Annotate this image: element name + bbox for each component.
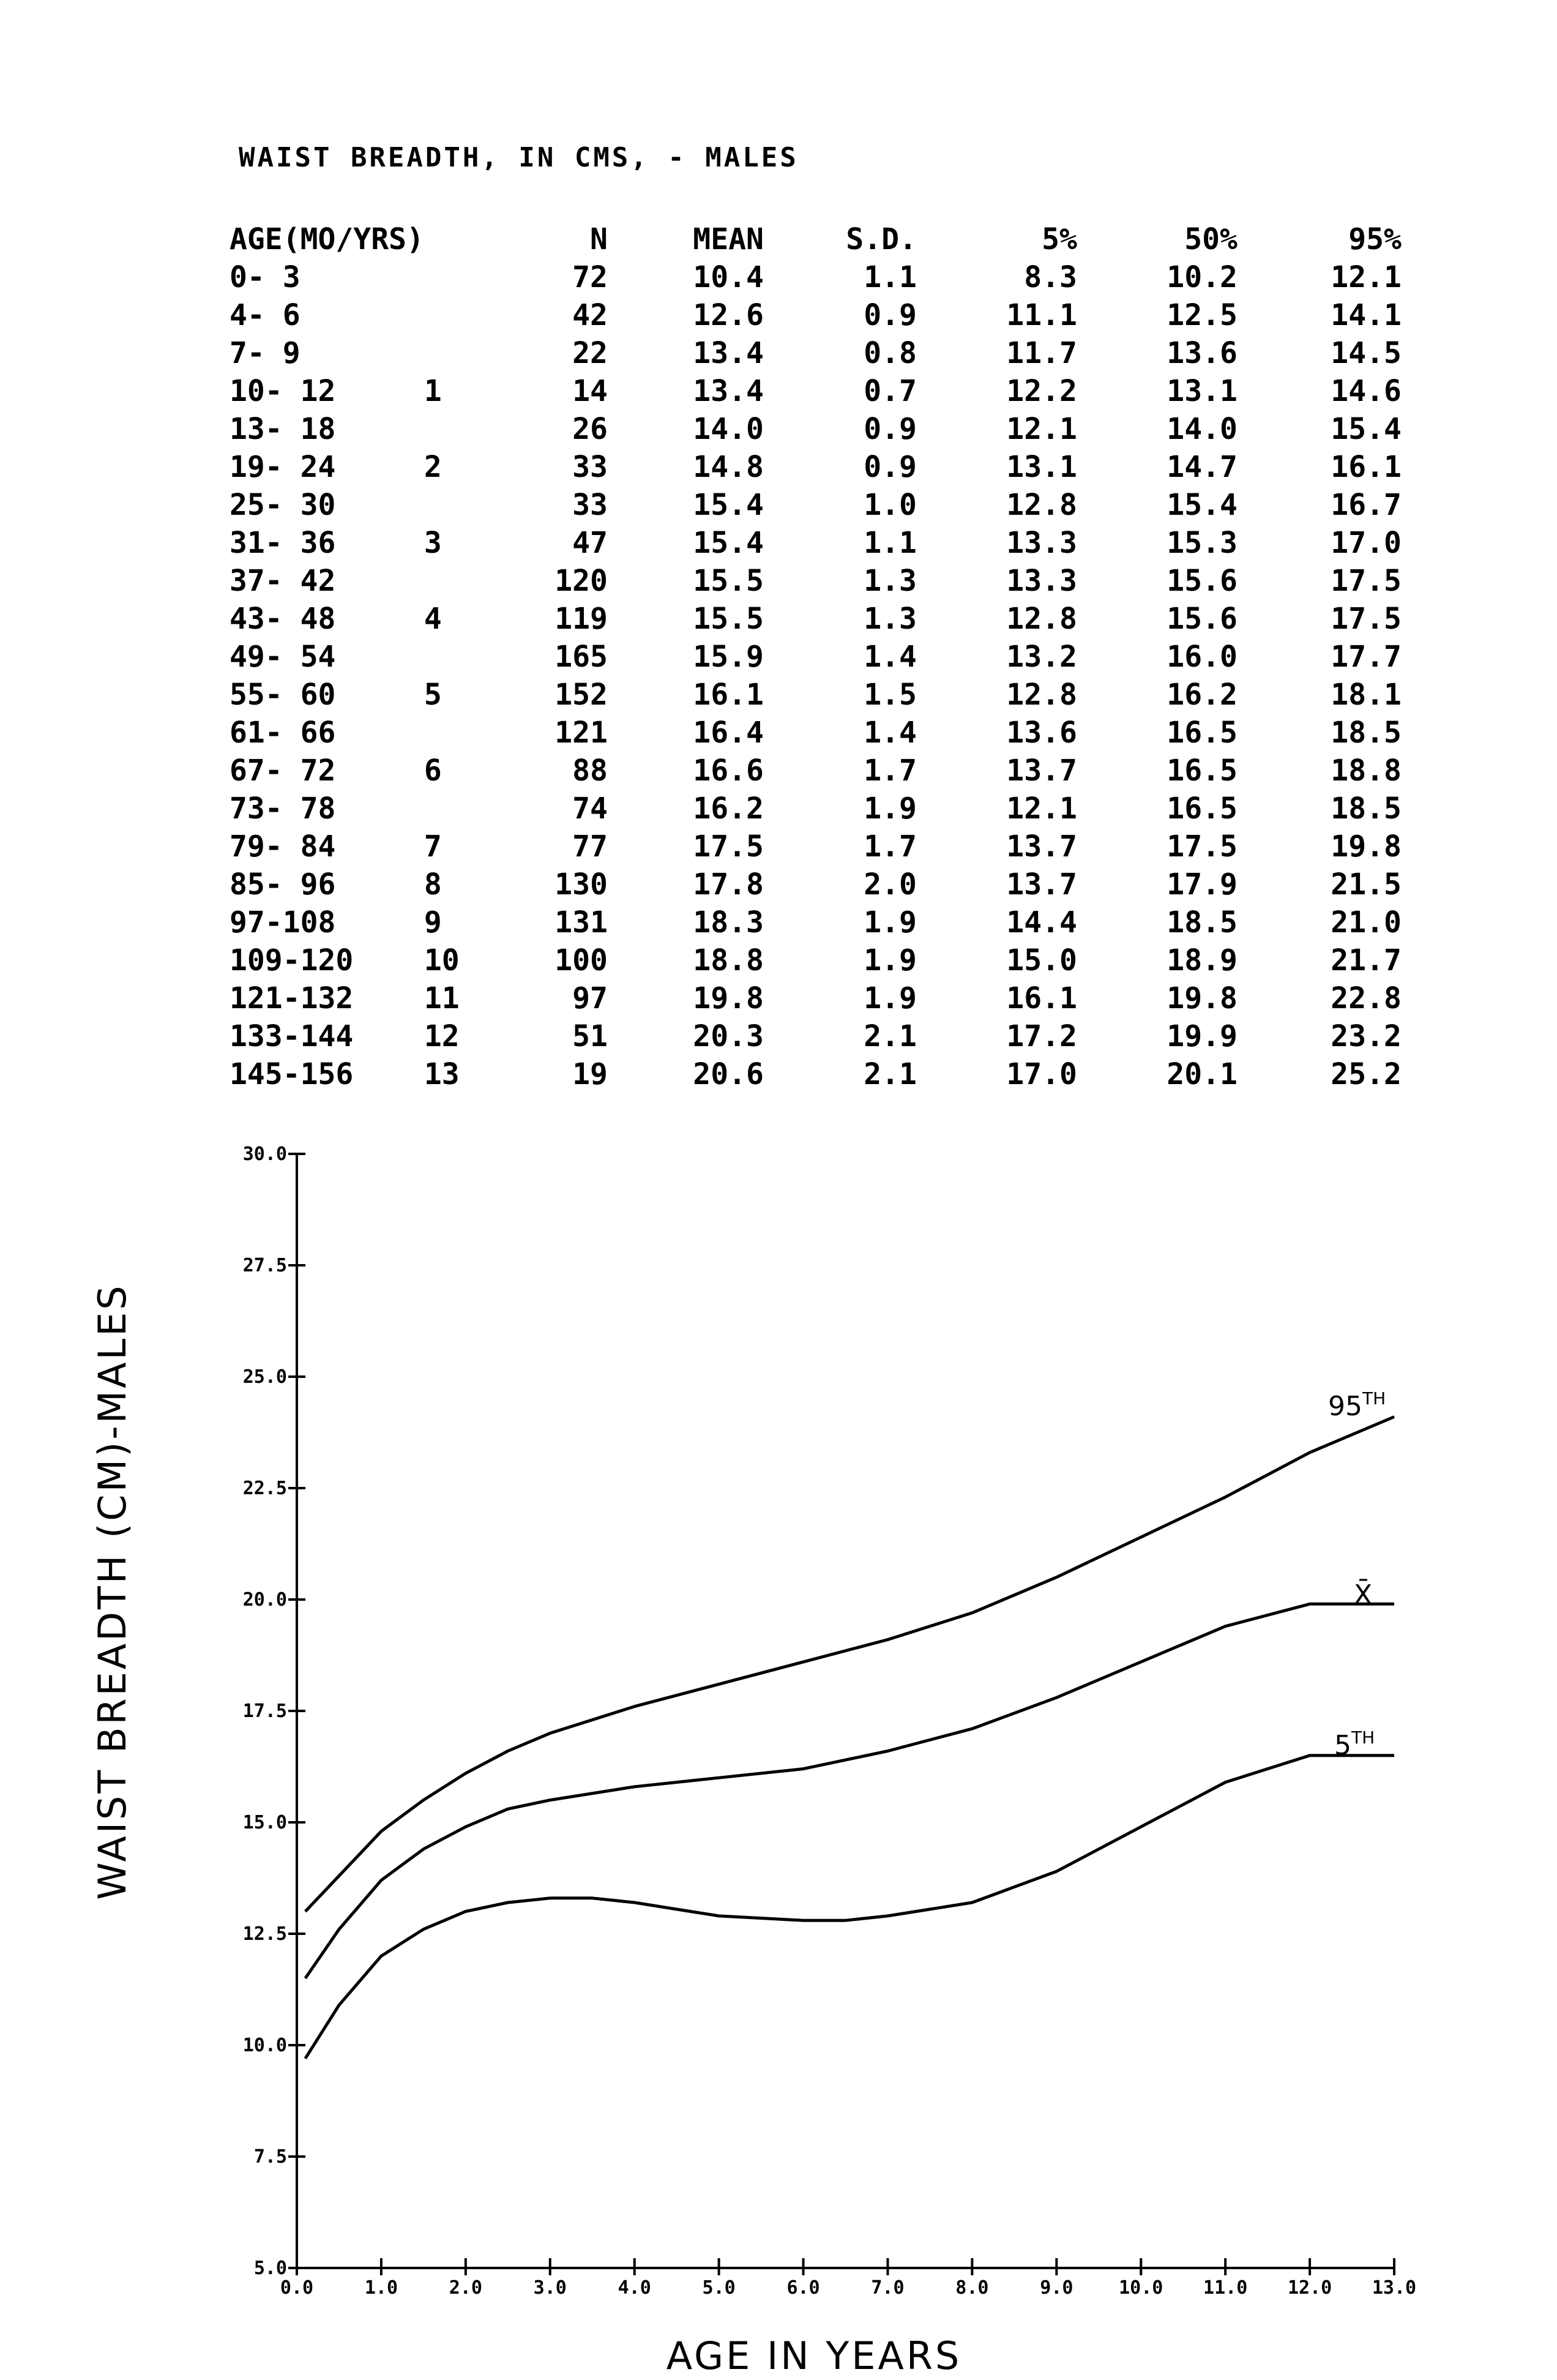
table-row	[230, 979, 1402, 1017]
cell-p95: 21.0	[1331, 905, 1402, 940]
cell-age: 10- 12	[230, 374, 336, 408]
cell-n: 130	[554, 867, 608, 902]
cell-mean: 18.3	[693, 905, 764, 940]
cell-n: 51	[572, 1019, 608, 1053]
cell-p5: 11.1	[1006, 298, 1077, 332]
table-body	[230, 258, 1402, 1093]
cell-p50: 18.9	[1167, 943, 1238, 978]
table-row	[230, 941, 1402, 979]
table-row	[230, 486, 1402, 524]
cell-p5: 13.1	[1006, 450, 1077, 484]
cell-years: 2	[424, 450, 442, 484]
cell-years: 5	[424, 678, 442, 712]
curve-5th	[305, 1756, 1394, 2059]
cell-p50: 19.8	[1167, 981, 1238, 1016]
cell-p50: 16.5	[1167, 716, 1238, 750]
cell-years	[424, 296, 516, 334]
cell-p50: 16.0	[1167, 640, 1238, 674]
cell-age: 7- 9	[230, 336, 301, 370]
y-tick-label: 20.0	[242, 1589, 287, 1611]
cell-sd: 0.7	[864, 374, 917, 408]
cell-p95: 14.1	[1331, 298, 1402, 332]
y-tick-label: 12.5	[242, 1923, 287, 1945]
x-tick-label: 12.0	[1287, 2277, 1332, 2299]
cell-p50: 10.2	[1167, 260, 1238, 294]
cell-age: 67- 72	[230, 754, 336, 788]
cell-n: 47	[572, 526, 608, 560]
cell-p50: 13.1	[1167, 374, 1238, 408]
cell-years: 11	[424, 981, 460, 1016]
cell-p95: 18.8	[1331, 754, 1402, 788]
cell-age: 145-156	[230, 1057, 354, 1091]
cell-p95: 21.5	[1331, 867, 1402, 902]
cell-p50: 19.9	[1167, 1019, 1238, 1053]
table-row	[230, 562, 1402, 600]
cell-mean: 18.8	[693, 943, 764, 978]
cell-mean: 19.8	[693, 981, 764, 1016]
cell-age: 121-132	[230, 981, 354, 1016]
cell-years	[424, 486, 516, 524]
cell-p5: 13.3	[1006, 526, 1077, 560]
cell-mean: 10.4	[693, 260, 764, 294]
cell-p5: 11.7	[1006, 336, 1077, 370]
cell-age: 73- 78	[230, 791, 336, 826]
cell-age: 85- 96	[230, 867, 336, 902]
cell-n: 88	[572, 754, 608, 788]
cell-p5: 13.7	[1006, 829, 1077, 864]
cell-n: 72	[572, 260, 608, 294]
cell-years	[424, 714, 516, 752]
cell-mean: 15.4	[693, 526, 764, 560]
table-row	[230, 676, 1402, 714]
data-table	[230, 220, 1402, 1093]
header-p50: 50%	[1184, 222, 1238, 256]
cell-sd: 0.9	[864, 298, 917, 332]
header-p5: 5%	[1042, 222, 1077, 256]
table-row	[230, 866, 1402, 904]
x-tick-label: 2.0	[449, 2277, 482, 2299]
x-tick-label: 11.0	[1203, 2277, 1248, 2299]
cell-mean: 12.6	[693, 298, 764, 332]
cell-p5: 12.8	[1006, 678, 1077, 712]
cell-p5: 12.2	[1006, 374, 1077, 408]
cell-n: 119	[554, 602, 608, 636]
cell-years	[424, 258, 516, 296]
cell-p50: 18.5	[1167, 905, 1238, 940]
y-tick-label: 7.5	[253, 2146, 287, 2168]
cell-sd: 1.3	[864, 564, 917, 598]
cell-p5: 17.0	[1006, 1057, 1077, 1091]
cell-years: 8	[424, 867, 442, 902]
cell-n: 42	[572, 298, 608, 332]
header-n: N	[589, 222, 608, 256]
cell-age: 109-120	[230, 943, 354, 978]
cell-n: 131	[554, 905, 608, 940]
cell-n: 77	[572, 829, 608, 864]
cell-age: 19- 24	[230, 450, 336, 484]
table-row	[230, 904, 1402, 941]
cell-sd: 1.7	[864, 754, 917, 788]
cell-n: 100	[554, 943, 608, 978]
curve-label-5th: 5TH	[1334, 1727, 1375, 1761]
cell-p50: 15.6	[1167, 602, 1238, 636]
cell-p95: 18.5	[1331, 791, 1402, 826]
x-tick-label: 10.0	[1119, 2277, 1163, 2299]
cell-p5: 14.4	[1006, 905, 1077, 940]
cell-p50: 13.6	[1167, 336, 1238, 370]
table-row	[230, 524, 1402, 562]
x-tick-label: 5.0	[702, 2277, 736, 2299]
cell-p95: 14.5	[1331, 336, 1402, 370]
table-row	[230, 372, 1402, 410]
x-tick-label: 9.0	[1040, 2277, 1073, 2299]
table-row	[230, 790, 1402, 828]
cell-years	[424, 410, 516, 448]
x-tick-label: 3.0	[533, 2277, 567, 2299]
cell-p95: 21.7	[1331, 943, 1402, 978]
table-row	[230, 258, 1402, 296]
cell-p95: 23.2	[1331, 1019, 1402, 1053]
cell-age: 43- 48	[230, 602, 336, 636]
cell-years: 4	[424, 602, 442, 636]
cell-n: 97	[572, 981, 608, 1016]
table-row	[230, 600, 1402, 638]
table-row	[230, 296, 1402, 334]
cell-mean: 16.1	[693, 678, 764, 712]
cell-p50: 12.5	[1167, 298, 1238, 332]
cell-mean: 15.5	[693, 564, 764, 598]
curve-label-95th: 95TH	[1328, 1388, 1386, 1422]
cell-years	[424, 638, 516, 676]
table-title: WAIST BREADTH, IN CMS, - MALES	[239, 142, 799, 173]
cell-n: 22	[572, 336, 608, 370]
cell-n: 165	[554, 640, 608, 674]
cell-years	[424, 334, 516, 372]
cell-age: 49- 54	[230, 640, 336, 674]
cell-n: 152	[554, 678, 608, 712]
x-tick-label: 6.0	[786, 2277, 820, 2299]
cell-years: 1	[424, 374, 442, 408]
cell-n: 14	[572, 374, 608, 408]
y-tick-label: 15.0	[242, 1812, 287, 1833]
cell-p5: 12.8	[1006, 602, 1077, 636]
cell-years: 12	[424, 1019, 460, 1053]
cell-p5: 8.3	[1024, 260, 1077, 294]
cell-mean: 16.4	[693, 716, 764, 750]
cell-age: 25- 30	[230, 488, 336, 522]
y-tick-label: 27.5	[242, 1255, 287, 1276]
cell-p5: 12.1	[1006, 791, 1077, 826]
cell-years: 3	[424, 526, 442, 560]
cell-years: 6	[424, 754, 442, 788]
x-ticks	[280, 2258, 1416, 2299]
cell-sd: 1.5	[864, 678, 917, 712]
cell-sd: 1.1	[864, 260, 917, 294]
cell-p50: 17.5	[1167, 829, 1238, 864]
cell-sd: 1.4	[864, 716, 917, 750]
table-row	[230, 638, 1402, 676]
cell-age: 37- 42	[230, 564, 336, 598]
cell-p95: 25.2	[1331, 1057, 1402, 1091]
cell-p5: 15.0	[1006, 943, 1077, 978]
cell-p95: 17.0	[1331, 526, 1402, 560]
table-header-row	[230, 220, 1402, 258]
cell-n: 33	[572, 450, 608, 484]
header-age: AGE(MO/YRS)	[230, 222, 424, 256]
cell-p95: 12.1	[1331, 260, 1402, 294]
cell-p50: 15.6	[1167, 564, 1238, 598]
cell-p95: 17.5	[1331, 602, 1402, 636]
cell-p95: 16.7	[1331, 488, 1402, 522]
cell-mean: 16.2	[693, 791, 764, 826]
cell-sd: 1.9	[864, 905, 917, 940]
header-mean: MEAN	[693, 222, 764, 256]
x-tick-label: 0.0	[280, 2277, 314, 2299]
cell-age: 31- 36	[230, 526, 336, 560]
cell-sd: 0.9	[864, 450, 917, 484]
table-row	[230, 828, 1402, 866]
cell-p95: 18.5	[1331, 716, 1402, 750]
table-row	[230, 410, 1402, 448]
cell-p95: 17.7	[1331, 640, 1402, 674]
y-tick-label: 22.5	[242, 1478, 287, 1499]
cell-age: 4- 6	[230, 298, 301, 332]
cell-n: 33	[572, 488, 608, 522]
y-tick-label: 30.0	[242, 1143, 287, 1165]
cell-years: 7	[424, 829, 442, 864]
cell-p95: 17.5	[1331, 564, 1402, 598]
cell-sd: 1.0	[864, 488, 917, 522]
cell-p50: 15.4	[1167, 488, 1238, 522]
cell-n: 121	[554, 716, 608, 750]
cell-sd: 1.9	[864, 981, 917, 1016]
header-p95: 95%	[1348, 222, 1402, 256]
cell-n: 19	[572, 1057, 608, 1091]
cell-age: 61- 66	[230, 716, 336, 750]
cell-sd: 1.1	[864, 526, 917, 560]
header-years	[424, 220, 516, 258]
cell-n: 120	[554, 564, 608, 598]
x-tick-label: 7.0	[871, 2277, 905, 2299]
cell-p50: 17.9	[1167, 867, 1238, 902]
cell-p50: 15.3	[1167, 526, 1238, 560]
y-axis-title: WAIST BREADTH (CM)-MALES	[90, 1283, 135, 1900]
chart-axes	[297, 1154, 1394, 2268]
cell-p5: 12.1	[1006, 412, 1077, 446]
cell-years	[424, 790, 516, 828]
cell-sd: 0.9	[864, 412, 917, 446]
growth-chart	[0, 1102, 1557, 2380]
cell-mean: 15.4	[693, 488, 764, 522]
cell-mean: 16.6	[693, 754, 764, 788]
cell-sd: 1.3	[864, 602, 917, 636]
curve-95th	[305, 1417, 1394, 1912]
cell-sd: 2.1	[864, 1057, 917, 1091]
cell-p50: 16.2	[1167, 678, 1238, 712]
cell-p95: 18.1	[1331, 678, 1402, 712]
cell-sd: 1.7	[864, 829, 917, 864]
cell-p5: 17.2	[1006, 1019, 1077, 1053]
curve-mean	[305, 1604, 1394, 1978]
cell-mean: 15.9	[693, 640, 764, 674]
cell-mean: 14.0	[693, 412, 764, 446]
cell-age: 55- 60	[230, 678, 336, 712]
cell-mean: 14.8	[693, 450, 764, 484]
cell-sd: 1.9	[864, 791, 917, 826]
cell-sd: 1.4	[864, 640, 917, 674]
cell-sd: 0.8	[864, 336, 917, 370]
table-row	[230, 334, 1402, 372]
cell-years: 9	[424, 905, 442, 940]
chart-curves	[305, 1417, 1394, 2059]
x-tick-label: 13.0	[1372, 2277, 1417, 2299]
cell-p5: 13.7	[1006, 754, 1077, 788]
y-tick-label: 5.0	[253, 2258, 287, 2279]
cell-p5: 13.2	[1006, 640, 1077, 674]
curve-label-mean: X̄	[1354, 1579, 1373, 1611]
cell-p50: 16.5	[1167, 791, 1238, 826]
cell-p5: 16.1	[1006, 981, 1077, 1016]
cell-mean: 17.8	[693, 867, 764, 902]
cell-age: 133-144	[230, 1019, 354, 1053]
table-row	[230, 752, 1402, 790]
cell-mean: 20.3	[693, 1019, 764, 1053]
table-row	[230, 1017, 1402, 1055]
cell-p5: 12.8	[1006, 488, 1077, 522]
x-tick-label: 1.0	[364, 2277, 398, 2299]
cell-p50: 20.1	[1167, 1057, 1238, 1091]
cell-p5: 13.3	[1006, 564, 1077, 598]
table-row	[230, 1055, 1402, 1093]
cell-years	[424, 562, 516, 600]
cell-p50: 14.0	[1167, 412, 1238, 446]
header-sd: S.D.	[846, 222, 917, 256]
cell-sd: 2.0	[864, 867, 917, 902]
cell-age: 79- 84	[230, 829, 336, 864]
x-tick-label: 8.0	[955, 2277, 989, 2299]
cell-p95: 19.8	[1331, 829, 1402, 864]
cell-n: 26	[572, 412, 608, 446]
table-row	[230, 714, 1402, 752]
cell-p5: 13.7	[1006, 867, 1077, 902]
cell-mean: 13.4	[693, 374, 764, 408]
cell-years: 10	[424, 943, 460, 978]
cell-p50: 14.7	[1167, 450, 1238, 484]
y-tick-label: 17.5	[242, 1701, 287, 1722]
cell-p95: 15.4	[1331, 412, 1402, 446]
cell-p50: 16.5	[1167, 754, 1238, 788]
cell-sd: 1.9	[864, 943, 917, 978]
x-axis-title: AGE IN YEARS	[666, 2333, 962, 2378]
cell-sd: 2.1	[864, 1019, 917, 1053]
cell-n: 74	[572, 791, 608, 826]
table-row	[230, 448, 1402, 486]
cell-age: 97-108	[230, 905, 336, 940]
cell-p95: 22.8	[1331, 981, 1402, 1016]
cell-mean: 15.5	[693, 602, 764, 636]
cell-age: 0- 3	[230, 260, 301, 294]
cell-mean: 17.5	[693, 829, 764, 864]
cell-p5: 13.6	[1006, 716, 1077, 750]
cell-mean: 13.4	[693, 336, 764, 370]
cell-age: 13- 18	[230, 412, 336, 446]
cell-p95: 14.6	[1331, 374, 1402, 408]
y-tick-label: 10.0	[242, 2035, 287, 2056]
y-tick-label: 25.0	[242, 1366, 287, 1388]
cell-years: 13	[424, 1057, 460, 1091]
cell-p95: 16.1	[1331, 450, 1402, 484]
cell-mean: 20.6	[693, 1057, 764, 1091]
x-tick-label: 4.0	[618, 2277, 651, 2299]
